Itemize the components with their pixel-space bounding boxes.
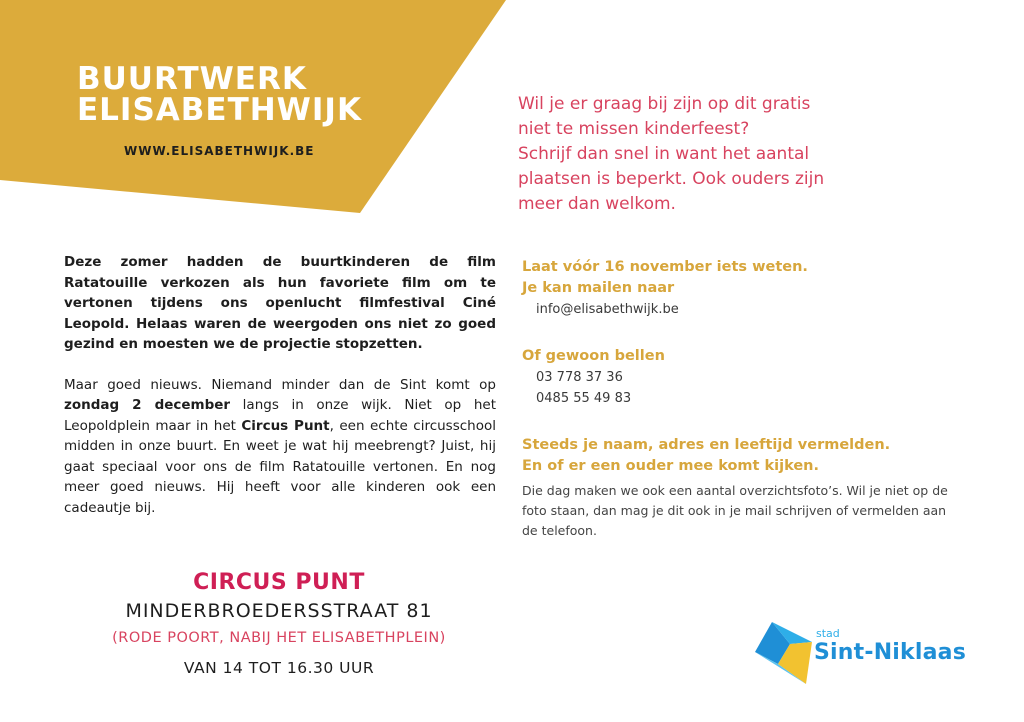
venue-note: (RODE POORT, NABIJ HET ELISABETHPLEIN) bbox=[112, 630, 446, 646]
photo-note: Die dag maken we ook een aantal overzichtsfoto’s. Wil je niet op de foto staan, dan mag je dit ook in je mail schrijven of vermelden aan de telefoon. bbox=[522, 483, 948, 538]
info-line-1: Steeds je naam, adres en leeftijd vermelden. bbox=[522, 437, 891, 453]
phone-block bbox=[522, 346, 962, 409]
email-link[interactable]: info@elisabethwijk.be bbox=[536, 302, 679, 317]
story-text-2: langs in onze wijk. Niet op het Leopoldplein maar in het bbox=[64, 397, 496, 434]
venue-inline: Circus Punt bbox=[241, 417, 330, 434]
story-intro: Deze zomer hadden de buurtkinderen de film Ratatouille verkozen als hun favoriete film om te vertonen tijdens ons openlucht filmfestival Ciné Leopold. Helaas waren de weergoden ons niet zo goed gezind en moesten we de projectie stopzetten. bbox=[64, 254, 496, 352]
invite-line: plaatsen is beperkt. Ook ouders zijn bbox=[518, 169, 825, 189]
phone-number-1[interactable]: 03 778 37 36 bbox=[536, 370, 623, 385]
phone-number-2[interactable]: 0485 55 49 83 bbox=[536, 391, 632, 406]
organization-title bbox=[77, 61, 362, 128]
contact-column bbox=[522, 257, 962, 541]
title-line-2: ELISABETHWIJK bbox=[77, 92, 362, 128]
invite-line: Schrijf dan snel in want het aantal bbox=[518, 144, 810, 164]
email-block bbox=[522, 257, 962, 320]
phone-heading: Of gewoon bellen bbox=[522, 348, 665, 364]
venue-street: MINDERBROEDERSSTRAAT 81 bbox=[125, 600, 433, 622]
info-line-2: En of er een ouder mee komt kijken. bbox=[522, 458, 819, 474]
deadline-line-2: Je kan mailen naar bbox=[522, 280, 675, 296]
invite-line: niet te missen kinderfeest? bbox=[518, 119, 750, 139]
venue-time: VAN 14 TOT 16.30 UUR bbox=[183, 659, 375, 677]
logo-stad-label: stad bbox=[816, 627, 840, 640]
invitation-text bbox=[518, 92, 948, 217]
venue-name: CIRCUS PUNT bbox=[193, 570, 365, 595]
info-block bbox=[522, 435, 962, 541]
story-column bbox=[64, 252, 496, 538]
story-body bbox=[64, 375, 496, 519]
event-date: zondag 2 december bbox=[64, 397, 231, 413]
title-line-1: BUURTWERK bbox=[77, 61, 307, 97]
logo-city-name: Sint-Niklaas bbox=[814, 640, 967, 665]
website-link[interactable]: WWW.ELISABETHWIJK.BE bbox=[124, 144, 315, 158]
invite-line: Wil je er graag bij zijn op dit gratis bbox=[518, 94, 811, 114]
story-text-1: Maar goed nieuws. Niemand minder dan de Sint komt op bbox=[64, 376, 496, 393]
venue-block bbox=[64, 569, 494, 685]
invite-line: meer dan welkom. bbox=[518, 194, 676, 214]
deadline-line-1: Laat vóór 16 november iets weten. bbox=[522, 259, 808, 275]
story-text-3: , een echte circusschool midden in onze buurt. En weet je wat hij meebrengt? Juist, hij gaat speciaal voor ons de film Ratatouille vertonen. En nog meer goed nieuws. Hij heeft voor alle kinderen ook een cadeautje bij. bbox=[64, 417, 496, 516]
